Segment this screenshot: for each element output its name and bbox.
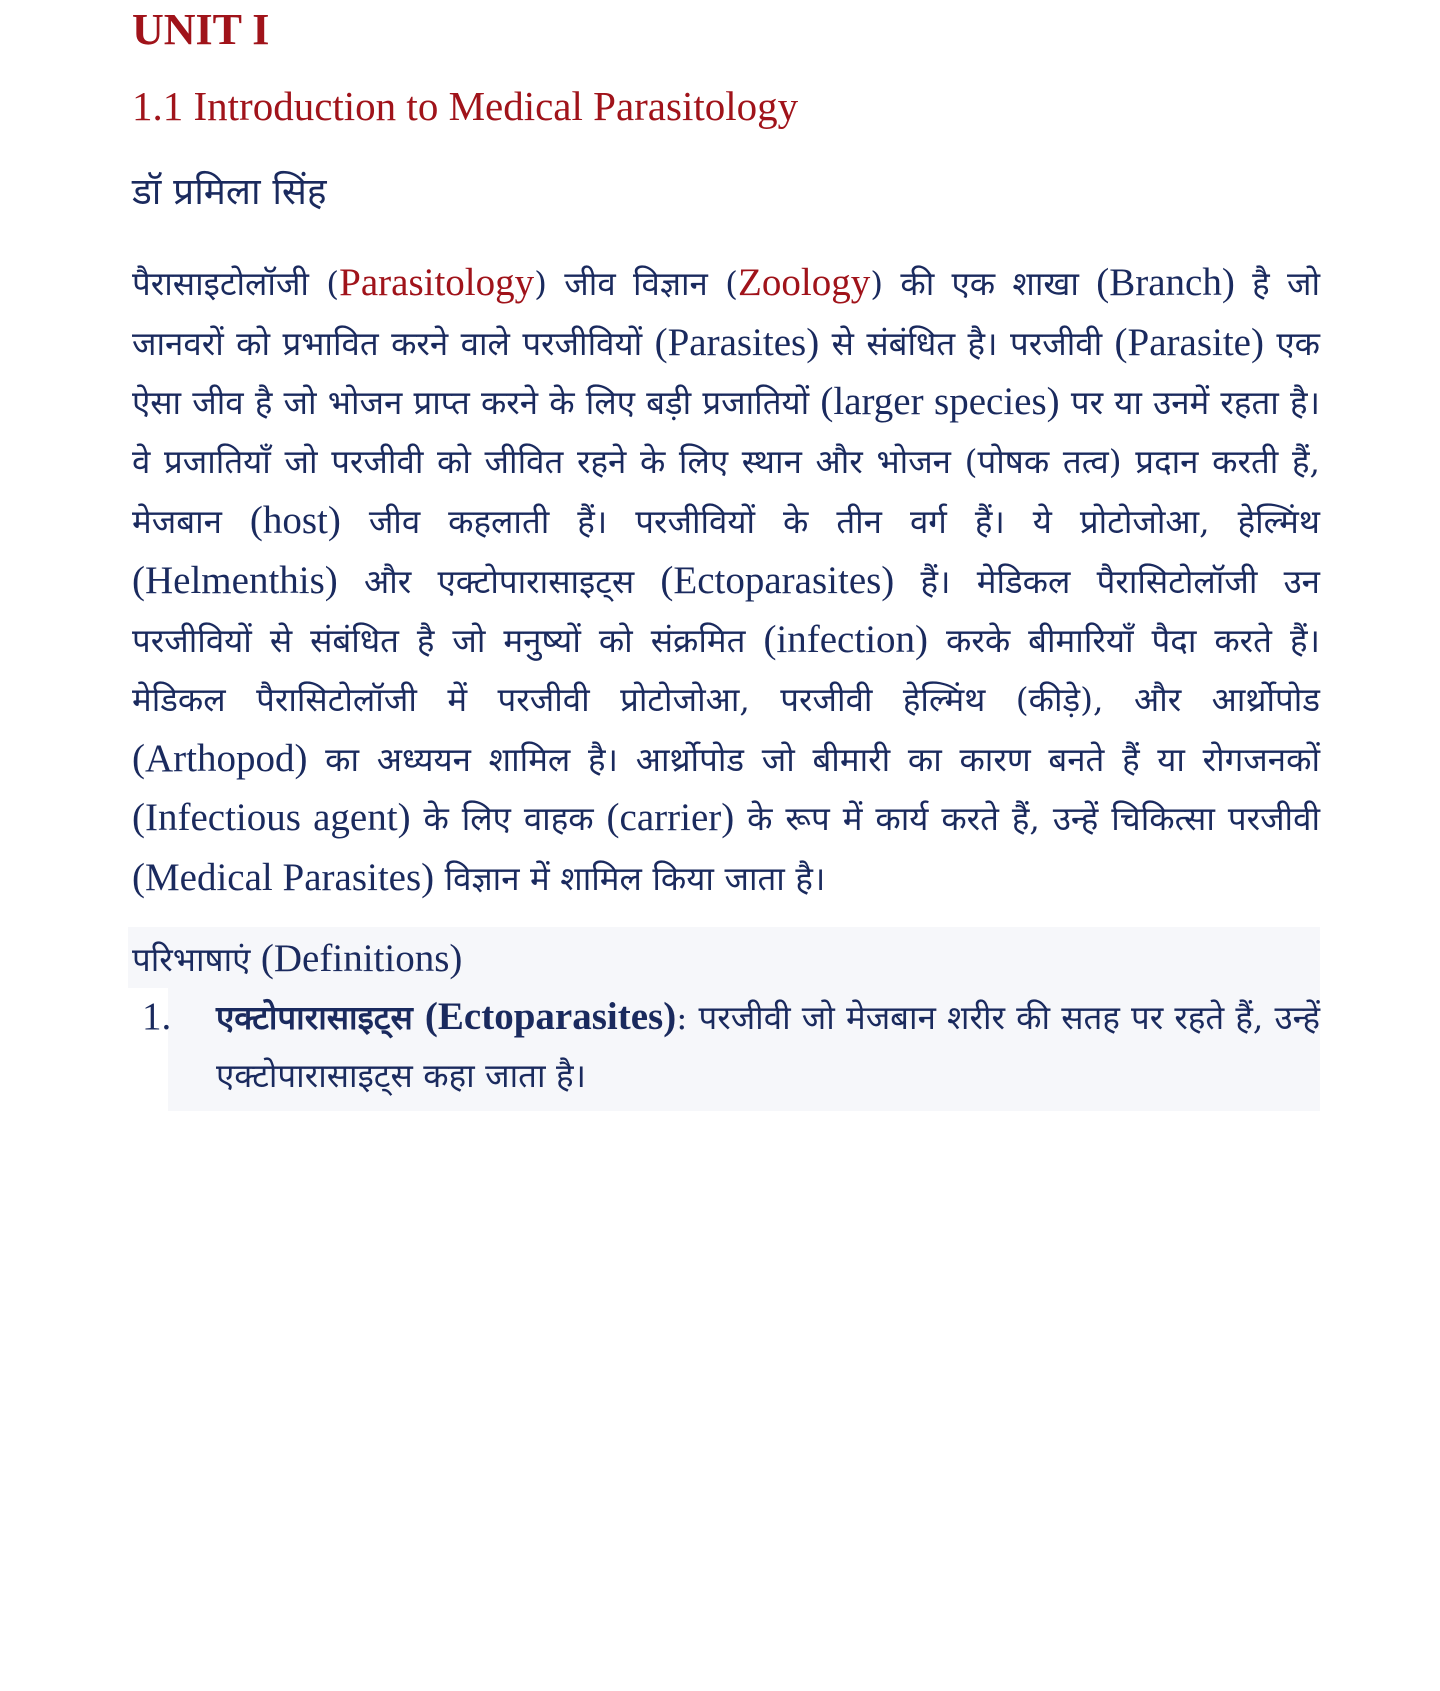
paragraph-text: जीव कहलाती हैं। परजीवियों के तीन वर्ग हैं। ये प्रोटोजोआ, हेल्मिंथ [340,501,1320,541]
introduction-paragraph [132,254,1320,909]
author-name: डॉ प्रमिला सिंह [132,170,327,213]
definition-text: परजीवी जो मेजबान शरीर की सतह पर रहते हैं, उन्हें एक्टोपारासाइट्स कहा जाता है। [216,997,1320,1095]
definition-number: 1. [142,994,172,1038]
term-medical-parasites: (Medical Parasites) [132,856,435,900]
paragraph-text: ) की एक शाखा [870,264,1097,303]
paragraph-text: के रूप में कार्य करते हैं, उन्हें चिकित्सा परजीवी [734,799,1320,839]
term-branch: (Branch) [1096,261,1235,304]
paragraph-text: ) जीव विज्ञान ( [534,264,739,303]
definition-colon: : [676,997,688,1037]
paragraph-text: और एक्टोपारासाइट्स [337,561,661,601]
definition-term-hindi: एक्टोपारासाइट्स [216,997,425,1037]
paragraph-text: है जो जानवरों को प्रभावित करने वाले परजीवियों [132,264,1320,363]
paragraph-text: के लिए वाहक [410,799,607,839]
term-parasitology: Parasitology [339,261,535,304]
definition-term [216,994,677,1038]
term-larger-species: (larger species) [820,380,1060,424]
term-helmenthis: (Helmenthis) [132,558,338,602]
paragraph-text: से संबंधित है। परजीवी [819,323,1115,363]
term-arthopod: (Arthopod) [132,736,308,780]
unit-heading: UNIT I [132,5,270,54]
paragraph-text: करके बीमारियाँ पैदा करते हैं। मेडिकल पैरासिटोलॉजी में परजीवी प्रोटोजोआ, परजीवी हेल्मिंथ (कीड़े), और आर्थ्रोपोड [132,621,1321,719]
term-infection: (infection) [763,618,929,662]
paragraph-text: हैं। मेडिकल पैरासिटोलॉजी उन परजीवियों से संबंधित है जो मनुष्यों को संक्रमित [132,561,1320,661]
definitions-heading-hindi: परिभाषाएं [132,939,261,979]
term-zoology: Zoology [738,261,871,304]
paragraph-text: एक ऐसा जीव है जो भोजन प्राप्त करने के लिए बड़ी प्रजातियों [132,323,1320,423]
term-host: (host) [249,498,341,542]
definitions-list [142,988,1320,1111]
term-parasites: (Parasites) [654,320,820,364]
definitions-heading [128,927,1320,988]
definitions-section [128,927,1320,1111]
term-carrier: (carrier) [606,796,735,840]
paragraph-text: विज्ञान में शामिल किया जाता है। [434,859,826,899]
paragraph-text: का अध्ययन शामिल है। आर्थ्रोपोड जो बीमारी का कारण बनते हैं या रोगजनकों [307,739,1320,779]
section-heading: 1.1 Introduction to Medical Parasitology [132,83,799,129]
term-ectoparasites: (Ectoparasites) [660,558,895,602]
term-infectious-agent: (Infectious agent) [132,796,411,840]
paragraph-text: पैरासाइटोलॉजी ( [132,264,340,303]
definition-item [142,988,1320,1105]
definitions-heading-english: (Definitions) [260,936,463,980]
definition-term-english: (Ectoparasites) [424,994,677,1038]
term-parasite: (Parasite) [1114,320,1264,364]
document-page [132,0,1320,1111]
paragraph-text: पर या उनमें रहता है। वे प्रजातियाँ जो परजीवी को जीवित रहने के लिए स्थान और भोजन (पोषक तत्व) प्रदान करती हैं, मेजबान [132,383,1321,541]
